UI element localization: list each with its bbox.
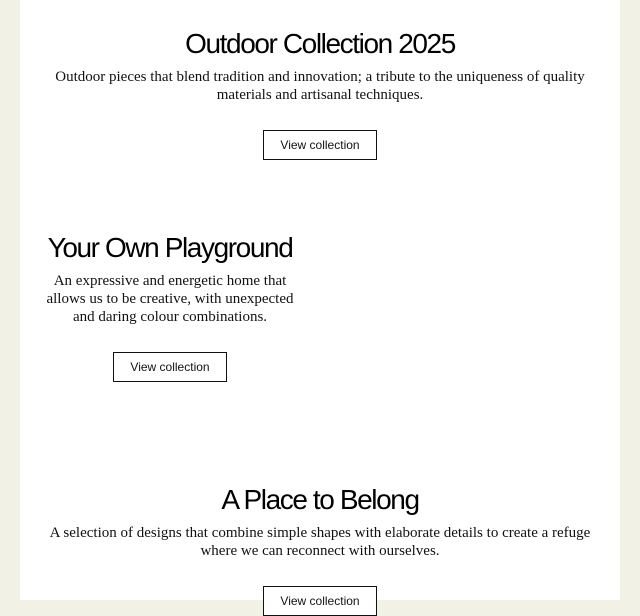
playground-section xyxy=(20,231,320,374)
place-to-belong-section xyxy=(20,483,620,608)
view-collection-button[interactable]: View collection xyxy=(263,130,377,160)
view-collection-button[interactable]: View collection xyxy=(263,586,377,616)
section-description: An expressive and energetic home that allows us to be creative, with unexpected and daring colour combinations. xyxy=(46,273,294,325)
outdoor-collection-section xyxy=(20,27,620,152)
section-title: Outdoor Collection 2025 xyxy=(185,28,455,59)
section-title: Your Own Playground xyxy=(47,232,293,263)
section-title: A Place to Belong xyxy=(221,484,419,515)
section-description: A selection of designs that combine simple shapes with elaborate details to create a refuge where we can reconnect with ourselves. xyxy=(49,525,591,559)
page-content xyxy=(20,0,620,608)
view-collection-button[interactable]: View collection xyxy=(113,352,227,382)
section-description: Outdoor pieces that blend tradition and innovation; a tribute to the uniqueness of quality materials and artisanal techniques. xyxy=(55,69,585,103)
